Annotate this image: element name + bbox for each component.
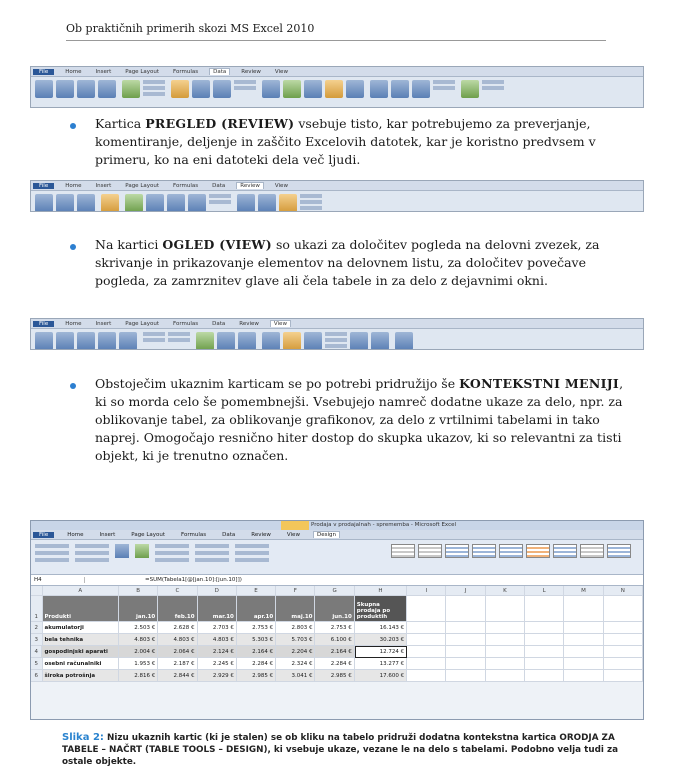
- worksheet-grid[interactable]: A B C D E F G H I J K L M N 1 Produkti jan.10 feb.10 mar.10 apr.10 maj.10 jun.10 Skupna prodaja po produktih 2 akumulatorji 2.503 € 2.628 € 2.703 € 2.753 € 2.803 € 2.753 € 16.143 € 3 bela tehnika 4.803 € 4.803 € 4.803 € 5.303 € 5.703 € 6.100 € 30.203 € 4 gospodinjski aparati 2.004 € 2.064 € 2.124 € 2.164 € 2.204 € 2.164 € 12.724 € 5 osebni računalniki 1.953 € 2.187 € 2.245 € 2.284 € 2.324 € 2.284 € 13.277 € 6 široka potrošnja 2.816 € 2.844 € 2.929 € 2.985 € 3.041 € 2.985 € 17.600 €: [31, 586, 643, 682]
- ribbon-icon[interactable]: [77, 80, 95, 98]
- ribbon-icon[interactable]: [370, 80, 388, 98]
- tab-page-layout[interactable]: Page Layout: [125, 182, 160, 189]
- tab-home[interactable]: Home: [67, 531, 84, 538]
- table-style-gallery[interactable]: [391, 544, 631, 558]
- window-title: Prodaja v prodajalnah - sprememba - Microsoft Excel: [311, 522, 457, 528]
- ribbon-icon[interactable]: [146, 194, 164, 212]
- ribbon-icon[interactable]: [262, 332, 280, 350]
- tab-formulas[interactable]: Formulas: [181, 531, 207, 538]
- active-cell[interactable]: 12.724 €: [355, 646, 407, 658]
- header-divider: [66, 40, 606, 41]
- tab-page-layout[interactable]: Page Layout: [125, 320, 160, 327]
- tab-view[interactable]: View: [274, 182, 288, 189]
- page-header: Ob praktičnih primerih skozi MS Excel 2010: [66, 22, 315, 35]
- tab-insert[interactable]: Insert: [95, 182, 112, 189]
- ribbon-icon[interactable]: [237, 194, 255, 212]
- tab-design[interactable]: Design: [313, 531, 340, 538]
- tab-data[interactable]: Data: [212, 182, 226, 189]
- ribbon-icon[interactable]: [262, 80, 280, 98]
- ribbon-icon[interactable]: [188, 194, 206, 212]
- figure-caption: Slika 2: Nizu ukaznih kartic (ki je stalen) se ob kliku na tabelo pridruži dodatna kontekstna kartica ORODJA ZA TABELE – NAČRT (TABLE TOOLS – DESIGN), ki vsebuje ukaze, vezane le na delo s tabelami. Podobno velja tudi za ostale objekte.: [62, 732, 619, 767]
- ribbon-icon[interactable]: [279, 194, 297, 212]
- ribbon-icon[interactable]: [371, 332, 389, 350]
- paragraph-review: Kartica PREGLED (REVIEW) vsebuje tisto, kar potrebujemo za preverjanje, komentiranje, deljenje in zaščito Excelovih datotek, kar je koristno predvsem v primeru, ko na eni datoteki dela več ljudi.: [95, 116, 596, 167]
- tab-page-layout[interactable]: Page Layout: [131, 531, 166, 538]
- ribbon-icon[interactable]: [98, 80, 116, 98]
- ribbon-icon[interactable]: [217, 332, 235, 350]
- ribbon-icon[interactable]: [98, 332, 116, 350]
- tab-page-layout[interactable]: Page Layout: [125, 68, 160, 75]
- tab-insert[interactable]: Insert: [95, 320, 112, 327]
- ribbon-icon[interactable]: [77, 194, 95, 212]
- ribbon-icon[interactable]: [346, 80, 364, 98]
- ribbon-icon[interactable]: [125, 194, 143, 212]
- tab-insert[interactable]: Insert: [99, 531, 116, 538]
- ribbon-icon[interactable]: [192, 80, 210, 98]
- ribbon-icon[interactable]: [101, 194, 119, 212]
- table-row-selected[interactable]: 4 gospodinjski aparati 2.004 € 2.064 € 2.124 € 2.164 € 2.204 € 2.164 € 12.724 €: [31, 646, 643, 658]
- ribbon-icon[interactable]: [258, 194, 276, 212]
- tab-home[interactable]: Home: [65, 68, 82, 75]
- tab-insert[interactable]: Insert: [95, 68, 112, 75]
- tab-data[interactable]: Data: [212, 320, 226, 327]
- tab-review[interactable]: Review: [239, 320, 259, 327]
- ribbon-icon[interactable]: [77, 332, 95, 350]
- ribbon-icon[interactable]: [56, 194, 74, 212]
- ribbon-icon[interactable]: [304, 332, 322, 350]
- ribbon-icon[interactable]: [56, 332, 74, 350]
- tab-data[interactable]: Data: [209, 68, 230, 75]
- table-row[interactable]: 6 široka potrošnja 2.816 € 2.844 € 2.929 € 2.985 € 3.041 € 2.985 € 17.600 €: [31, 670, 643, 682]
- ribbon-icon[interactable]: [350, 332, 368, 350]
- ribbon-data-screenshot: [30, 66, 644, 108]
- ribbon-icon[interactable]: [461, 80, 479, 98]
- table-header-row: 1 Produkti jan.10 feb.10 mar.10 apr.10 maj.10 jun.10 Skupna prodaja po produktih: [31, 596, 643, 622]
- table-row[interactable]: 3 bela tehnika 4.803 € 4.803 € 4.803 € 5.303 € 5.703 € 6.100 € 30.203 €: [31, 634, 643, 646]
- tab-file[interactable]: File: [33, 183, 54, 189]
- ribbon-icon[interactable]: [412, 80, 430, 98]
- ribbon-view-screenshot: [30, 318, 644, 350]
- ribbon-icon[interactable]: [283, 332, 301, 350]
- contextual-tab-marker: [281, 521, 309, 530]
- tab-review[interactable]: Review: [251, 531, 271, 538]
- ribbon-review-screenshot: [30, 180, 644, 212]
- ribbon-icon[interactable]: [304, 80, 322, 98]
- ribbon-icon[interactable]: [122, 80, 140, 98]
- tab-file[interactable]: File: [33, 532, 54, 538]
- tab-file[interactable]: File: [33, 69, 54, 75]
- ribbon-icon[interactable]: [325, 80, 343, 98]
- paragraph-view: Na kartici OGLED (VIEW) so ukazi za določitev pogleda na delovni zvezek, za skrivanje in prikazovanje elementov na delovnem listu, za določitev povečave pogleda, za zamrznitev glave ali čela tabele in za delo z dejavnimi okni.: [95, 237, 600, 288]
- ribbon-icon[interactable]: [171, 80, 189, 98]
- tab-view[interactable]: View: [270, 320, 291, 327]
- tab-view[interactable]: View: [274, 68, 288, 75]
- ribbon-icon[interactable]: [35, 332, 53, 350]
- ribbon-icon[interactable]: [213, 80, 231, 98]
- tab-review[interactable]: Review: [236, 182, 264, 189]
- ribbon-icon[interactable]: [167, 194, 185, 212]
- excel-table-screenshot: [30, 520, 644, 720]
- tab-file[interactable]: File: [33, 321, 54, 327]
- ribbon-icon[interactable]: [283, 80, 301, 98]
- tab-home[interactable]: Home: [65, 182, 82, 189]
- table-row[interactable]: 2 akumulatorji 2.503 € 2.628 € 2.703 € 2.753 € 2.803 € 2.753 € 16.143 €: [31, 622, 643, 634]
- tab-view[interactable]: View: [286, 531, 300, 538]
- ribbon-icon[interactable]: [119, 332, 137, 350]
- tab-data[interactable]: Data: [222, 531, 236, 538]
- ribbon-icon[interactable]: [391, 80, 409, 98]
- tab-formulas[interactable]: Formulas: [173, 68, 199, 75]
- paragraph-context-menus: Obstoječim ukaznim karticam se po potrebi pridružijo še KONTEKSTNI MENIJI, ki so morda celo še pomembnejši. Vsebujejo namreč dodatne ukaze za delo, npr. za oblikovanje tabel, za oblikovanje grafikonov, za delo z vrtilnimi tabelami in tako naprej. Omogočajo resnično hiter dostop do skupka ukazov, ki so relevantni za tisti objekt, ki je trenutno označen.: [95, 376, 624, 463]
- ribbon-icon[interactable]: [35, 80, 53, 98]
- ribbon-icon[interactable]: [56, 80, 74, 98]
- ribbon-icon[interactable]: [196, 332, 214, 350]
- name-box[interactable]: H4: [31, 577, 85, 583]
- ribbon-icon[interactable]: [238, 332, 256, 350]
- ribbon-icon[interactable]: [395, 332, 413, 350]
- tab-formulas[interactable]: Formulas: [173, 182, 199, 189]
- tab-review[interactable]: Review: [241, 68, 261, 75]
- tab-home[interactable]: Home: [65, 320, 82, 327]
- table-row[interactable]: 5 osebni računalniki 1.953 € 2.187 € 2.245 € 2.284 € 2.324 € 2.284 € 13.277 €: [31, 658, 643, 670]
- formula-bar[interactable]: =SUM(Tabela1[@[jan.10]:[jun.10]]): [145, 577, 242, 583]
- tab-formulas[interactable]: Formulas: [173, 320, 199, 327]
- ribbon-icon[interactable]: [35, 194, 53, 212]
